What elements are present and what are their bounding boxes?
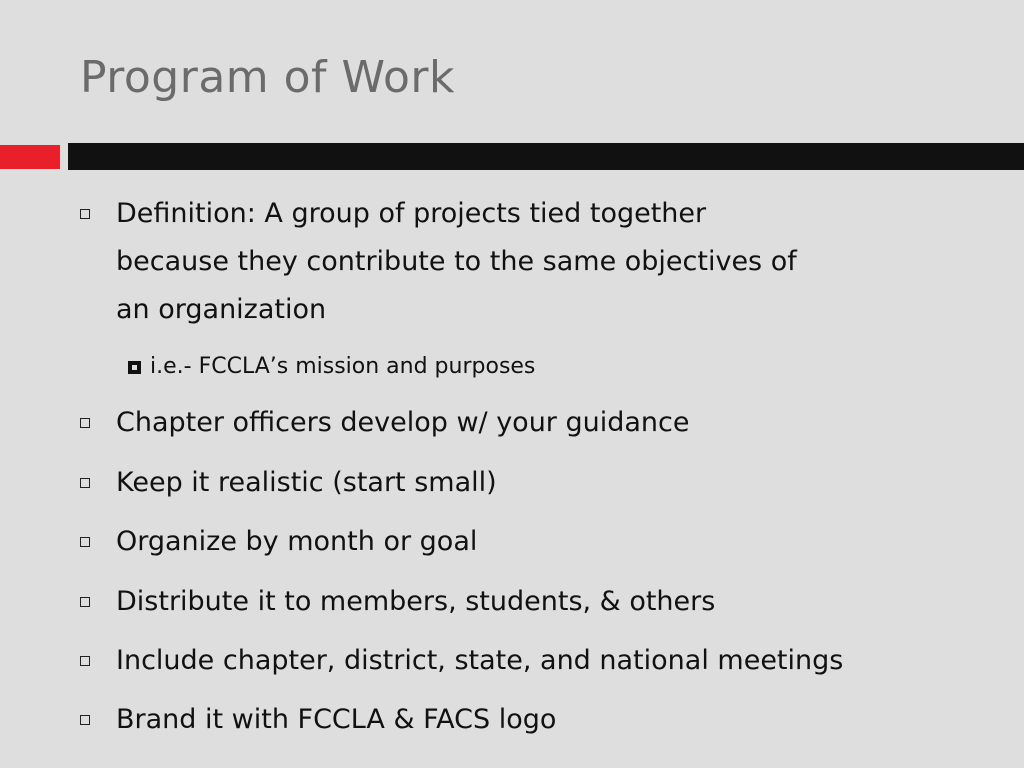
hollow-square-bullet-icon <box>80 209 90 219</box>
bullet-text-line-1: Definition: A group of projects tied together <box>116 198 707 229</box>
bullet-text: Organize by month or goal <box>116 526 478 557</box>
filled-square-bullet-icon <box>128 361 141 374</box>
bullet-text: Keep it realistic (start small) <box>116 467 497 498</box>
bullet-text-line-3: an organization <box>116 294 327 325</box>
list-item-distribute <box>80 578 1000 626</box>
bullet-text: Chapter officers develop w/ your guidance <box>116 407 690 438</box>
slide-title: Program of Work <box>80 52 455 103</box>
list-item-brand <box>80 696 1000 744</box>
hollow-square-bullet-icon <box>80 715 90 725</box>
hollow-square-bullet-icon <box>80 537 90 547</box>
list-item-organize <box>80 518 1000 566</box>
list-item-include-meetings <box>80 637 1000 685</box>
sub-bullet-text: i.e.- FCCLA’s mission and purposes <box>150 354 536 379</box>
list-item-keep-realistic <box>80 459 1000 507</box>
bullet-text: Include chapter, district, state, and national meetings <box>116 645 844 676</box>
list-item-chapter-officers <box>80 399 1000 447</box>
bullet-text: Distribute it to members, students, & others <box>116 586 716 617</box>
bullet-text-line-2: because they contribute to the same objectives of <box>116 246 797 277</box>
hollow-square-bullet-icon <box>80 418 90 428</box>
hollow-square-bullet-icon <box>80 656 90 666</box>
list-subitem-mission <box>80 352 1000 382</box>
hollow-square-bullet-icon <box>80 597 90 607</box>
hollow-square-bullet-icon <box>80 478 90 488</box>
bullet-text: Brand it with FCCLA & FACS logo <box>116 704 557 735</box>
list-item-definition <box>80 190 1000 340</box>
